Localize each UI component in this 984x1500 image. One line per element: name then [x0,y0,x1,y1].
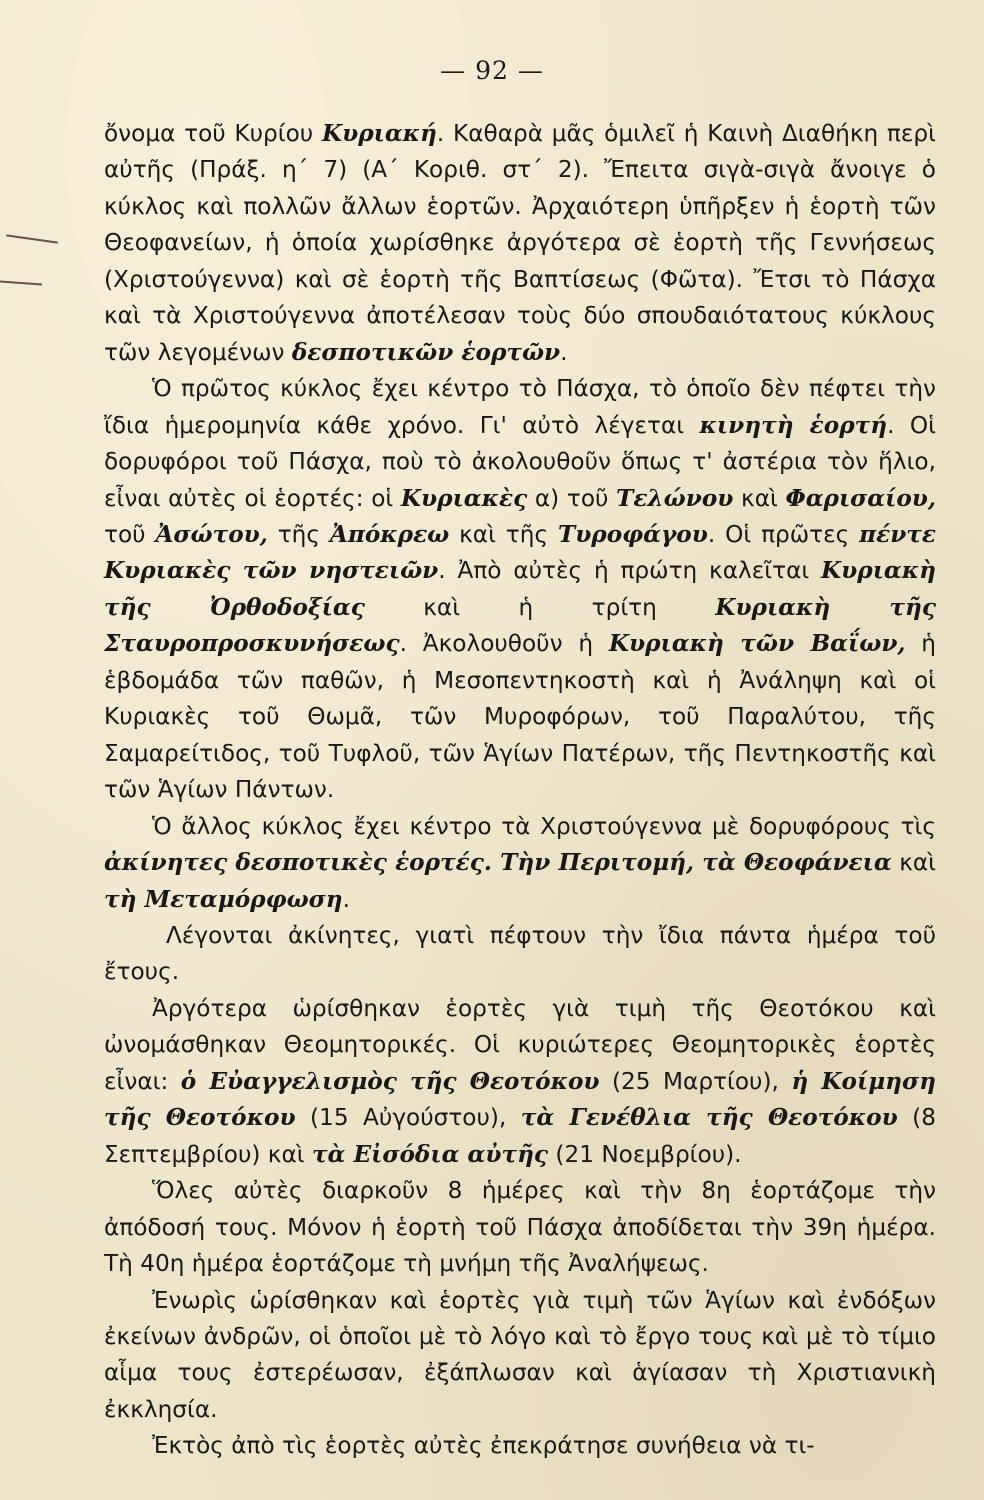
text-run: . Ἀκολουθοῦν ἡ [399,630,609,658]
text-run: . [342,885,350,913]
text-run: (21 Νοεμβρίου). [548,1140,742,1168]
text-run: . Οἱ πρῶτες [707,520,860,548]
paragraph [104,991,936,1173]
text-run: Ὅλες αὐτὲς διαρκοῦν 8 ἡμέρες καὶ τὴν 8η ἑορτάζομε τὴν ἀπόδοσή τους. Μόνον ἡ ἑορτὴ τοῦ Πάσχα ἀποδίδεται τὴν 39η ἡμέρα. Τὴ 40η ἡμέρα ἑορτάζομε τὴ μνήμη τῆς Ἀναλήψεως. [104,1177,936,1278]
text-run: καὶ [891,849,937,877]
text-run: Λέγονται ἀκίνητες, γιατὶ πέφτουν τὴν ἴδια πάντα ἡμέρα τοῦ ἔτους. [104,921,936,986]
emphasized-term: κινητὴ ἑορτή [699,411,888,439]
emphasized-term: Φαρισαίου, [785,484,936,512]
emphasized-term: δεσποτικῶν ἑορτῶν [291,338,561,366]
margin-ink-mark [6,234,58,243]
emphasized-term: ἡ Κοίμηση τῆς Θεοτόκου [104,1067,936,1132]
emphasized-term: Κυριακὴ τῆς Σταυροπροσκυνήσεως [104,593,936,658]
emphasized-term: Τελώνου [616,484,734,512]
emphasized-term: τὰ Γενέθλια τῆς Θεοτόκου [520,1104,898,1132]
emphasized-term: ἀκίνητες δεσποτικὲς ἑορτές. Τὴν Περιτομή, τὰ Θεοφάνεια [104,849,892,877]
text-run: Ὁ ἄλλος κύκλος ἔχει κέντρο τὰ Χριστούγεννα μὲ δορυφόρους τὶς [152,812,936,840]
text-run: τοῦ [104,520,156,548]
emphasized-term: Κυριακή [321,120,437,147]
text-run: (8 Σεπτεμβρίου) καὶ [104,1104,936,1168]
text-run: καὶ ἡ τρίτη [364,593,716,621]
page-number: — 92 — [440,56,544,85]
paragraph [104,1283,936,1429]
emphasized-term: τὰ Εἰσόδια αὐτῆς [311,1140,549,1168]
emphasized-term: Κυριακὲς [400,484,528,512]
paragraph [104,1173,936,1282]
emphasized-term: τὴ Μεταμόρφωση [104,885,343,913]
text-run: καὶ [733,484,786,512]
paragraph [104,116,936,371]
paragraph [104,918,936,991]
text-run: ὄνομα τοῦ Κυρίου [104,120,322,147]
emphasized-term: Κυριακὴ τῶν Βαΐων, [608,630,906,658]
text-run: Ἀργότερα ὡρίσθηκαν ἑορτὲς γιὰ τιμὴ τῆς Θεοτόκου καὶ ὠνομάσθηκαν Θεομητορικές. Οἱ κυριώτερες Θεομητορικὲς ἑορτὲς εἶναι: [104,994,936,1095]
text-run: . [560,338,568,366]
text-run: . Οἱ δορυφόροι τοῦ Πάσχα, ποὺ τὸ ἀκολουθοῦν ὅπως τ' ἀστέρια τὸν ἥλιο, εἶναι αὐτὲς οἱ ἑορτές: οἱ [104,411,937,512]
body-text [104,116,936,1465]
paragraph [104,1428,936,1464]
emphasized-term: Ἀπόκρεω [329,520,450,548]
text-run: (15 Αὐγούστου), [295,1104,521,1132]
emphasized-term: Τυροφάγου [557,520,708,548]
emphasized-term: Κυριακὴ τῆς Ὀρθοδοξίας [104,557,936,621]
text-run: Ὁ πρῶτος κύκλος ἔχει κέντρο τὸ Πάσχα, τὸ ὁποῖο δὲν πέφτει τὴν ἴδια ἡμερομηνία κάθε χρόνο. Γι' αὐτὸ λέγεται [104,375,936,439]
text-run: καὶ τῆς [449,520,558,548]
paragraph [104,371,936,808]
text-run: . Καθαρὰ μᾶς ὁμιλεῖ ἡ Καινὴ Διαθήκη περὶ αὐτῆς (Πράξ. η΄ 7) (Α΄ Κοριθ. στ΄ 2). Ἔπειτα σιγὰ-σιγὰ ἄνοιγε ὁ κύκλος καὶ πολλῶν ἄλλων ἑορτῶν. Ἀρχαιότερη ὑπῆρξεν ἡ ἑορτὴ τῶν Θεοφανείων, ἡ ὁποία χωρίσθηκε ἀργότερα σὲ ἑορτὴ τῆς Γεννήσεως (Χριστούγεννα) καὶ σὲ ἑορτὴ τῆς Βαπτίσεως (Φῶτα). Ἔτσι τὸ Πάσχα καὶ τὰ Χριστούγεννα ἀποτέλεσαν τοὺς δύο σπουδαιότατους κύκλους τῶν λεγομένων [104,120,936,366]
text-run: . Ἀπὸ αὐτὲς ἡ πρώτη καλεῖται [438,557,822,585]
text-run: Ἐνωρὶς ὡρίσθηκαν καὶ ἑορτὲς γιὰ τιμὴ τῶν Ἁγίων καὶ ἐνδόξων ἐκείνων ἀνδρῶν, οἱ ὁποῖοι μὲ τὸ λόγο καὶ τὸ ἔργο τους καὶ μὲ τὸ τίμιο αἷμα τους ἐστερέωσαν, ἐξάπλωσαν καὶ ἁγίασαν τὴ Χριστιανικὴ ἐκκλησία. [104,1286,936,1423]
emphasized-term: Ἀσώτου, [155,520,268,548]
paragraph [104,809,936,918]
text-run: ἡ ἑβδομάδα τῶν παθῶν, ἡ Μεσοπεντηκοστὴ καὶ ἡ Ἀνάληψη καὶ οἱ Κυριακὲς τοῦ Θωμᾶ, τῶν Μυροφόρων, τοῦ Παραλύτου, τῆς Σαμαρείτιδος, τοῦ Τυφλοῦ, τῶν Ἁγίων Πατέρων, τῆς Πεντηκοστῆς καὶ τῶν Ἁγίων Πάντων. [104,630,936,804]
text-run: α) τοῦ [527,484,617,512]
text-run: τῆς [267,520,330,548]
emphasized-term: ὁ Εὐαγγελισμὸς τῆς Θεοτόκου [180,1067,600,1095]
margin-ink-mark [0,281,42,286]
emphasized-term: πέντε Κυριακὲς τῶν νηστειῶν [104,520,936,585]
text-run: (25 Μαρτίου), [599,1067,792,1095]
text-run: Ἐκτὸς ἀπὸ τὶς ἑορτὲς αὐτὲς ἐπεκράτησε συνήθεια νὰ τι- [152,1432,815,1460]
